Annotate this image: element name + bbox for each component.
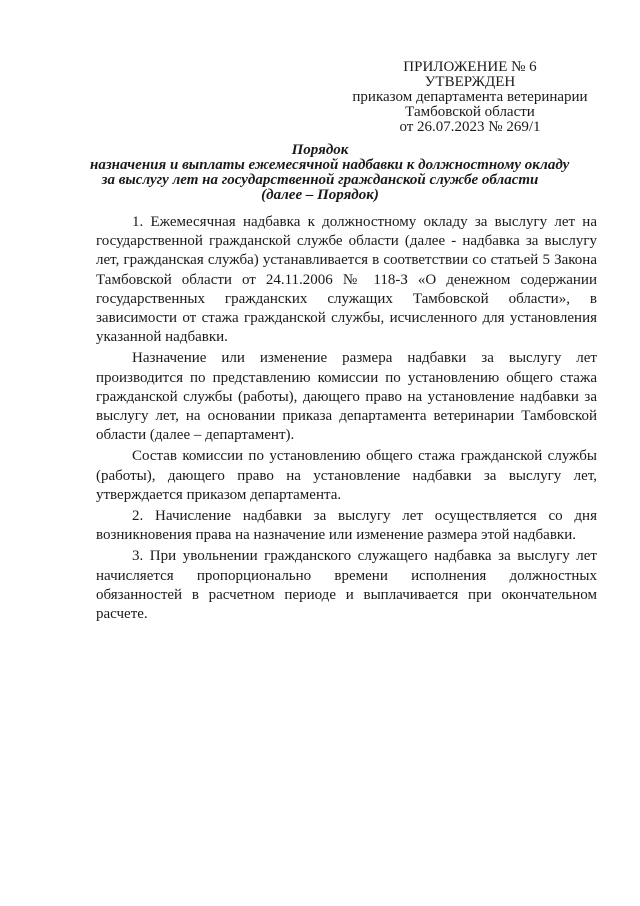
title-line-3: за выслугу лет на государственной гражданской службе области	[101, 172, 539, 188]
paragraph-4: 2. Начисление надбавки за выслугу лет осуществляется со дня возникновения права на назначение или изменение размера этой надбавки.	[96, 508, 597, 544]
approved-label: УТВЕРЖДЕН	[424, 74, 516, 90]
title-line-4: (далее – Порядок)	[261, 187, 379, 203]
order-region-line: Тамбовской области	[405, 104, 535, 120]
paragraph-5: 3. При увольнении гражданского служащего надбавка за выслугу лет начисляется пропорционально времени исполнения должностных обязанностей в расчетном периоде и выплачивается при окончательном расчете.	[96, 548, 597, 623]
appendix-approval-block	[340, 60, 600, 135]
title-line-2: назначения и выплаты ежемесячной надбавки к должностному окладу	[90, 157, 570, 173]
order-issuer-line: приказом департамента ветеринарии	[352, 89, 588, 105]
order-date-number: от 26.07.2023 № 269/1	[399, 119, 541, 135]
document-title	[90, 142, 570, 203]
paragraph-3: Состав комиссии по установлению общего стажа гражданской службы (работы), дающего право на установление надбавки за выслугу лет, утверждается приказом департамента.	[96, 448, 597, 503]
paragraph-1: 1. Ежемесячная надбавка к должностному окладу за выслугу лет на государственной гражданской службе области (далее - надбавка за выслугу лет, гражданская служба) устанавливается в соответствии со статьей 5 Закона Тамбовской области от 24.11.2006 № 118-З «О денежном содержании государственных гражданских служащих Тамбовской области», в зависимости от стажа гражданской службы, исчисленного для установления указанной надбавки.	[96, 214, 597, 346]
paragraph-2: Назначение или изменение размера надбавки за выслугу лет производится по представлению комиссии по установлению общего стажа гражданской службы (работы), дающего право на установление надбавки за выслугу лет, на основании приказа департамента ветеринарии Тамбовской области (далее – департамент).	[96, 350, 597, 444]
appendix-number: ПРИЛОЖЕНИЕ № 6	[403, 59, 537, 75]
document-body	[96, 213, 597, 626]
title-line-1: Порядок	[291, 142, 349, 158]
